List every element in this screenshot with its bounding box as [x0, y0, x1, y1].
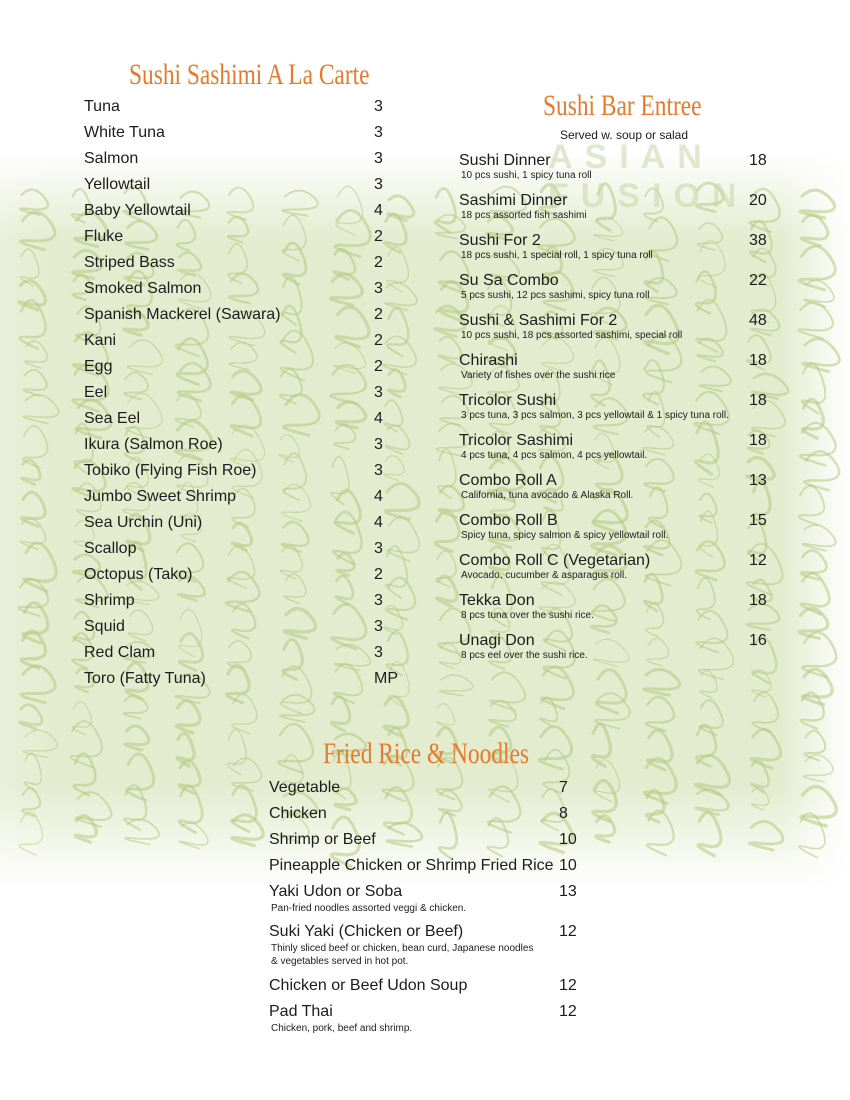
entree-item-name: Combo Roll B [459, 512, 558, 529]
menu-item-price: 2 [374, 306, 383, 323]
entree-item-price: 15 [749, 512, 767, 529]
entree-item-name: Tekka Don [459, 592, 535, 609]
entree-item-price: 16 [749, 632, 767, 649]
menu-item-price: 3 [374, 98, 383, 115]
noodles-title: Fried Rice & Noodles [323, 737, 530, 770]
entree-item [459, 551, 779, 591]
menu-item [84, 459, 404, 485]
noodle-item-name: Suki Yaki (Chicken or Beef) [269, 923, 464, 940]
entree-item-description: Avocado, cucumber & asparagus roll. [461, 570, 628, 581]
noodle-item-name: Chicken [269, 805, 327, 822]
menu-item-name: Baby Yellowtail [84, 202, 191, 219]
menu-item-name: Tuna [84, 98, 120, 115]
entree-item-price: 18 [749, 152, 767, 169]
menu-item [84, 303, 404, 329]
entree-item [459, 391, 779, 431]
menu-item-price: 3 [374, 150, 383, 167]
menu-item-price: 2 [374, 358, 383, 375]
noodle-item-name: Vegetable [269, 779, 341, 796]
entree-item-price: 18 [749, 392, 767, 409]
watermark-text: ASIAN FUSION [548, 138, 749, 215]
entree-item-description: Variety of fishes over the sushi rice [461, 370, 616, 381]
entree-item-name: Sushi & Sashimi For 2 [459, 312, 618, 329]
menu-item-price: 4 [374, 514, 383, 531]
entree-subtitle: Served w. soup or salad [559, 128, 689, 142]
entree-item-description: Spicy tuna, spicy salmon & spicy yellowtail roll. [461, 530, 669, 541]
menu-item-price: 4 [374, 410, 383, 427]
noodle-item-description: Thinly sliced beef or chicken, bean curd, Japanese noodles & vegetables served in hot pot. [271, 943, 534, 967]
entree-item [459, 271, 779, 311]
menu-item [84, 563, 404, 589]
menu-item [84, 381, 404, 407]
noodle-item [269, 856, 589, 882]
noodle-item-price: 12 [559, 1003, 577, 1020]
entree-title: Sushi Bar Entree [543, 89, 702, 122]
menu-item-price: 3 [374, 462, 383, 479]
entree-item-description: 18 pcs sushi, 1 special roll, 1 spicy tuna roll [461, 250, 653, 261]
noodle-item-description: Pan-fried noodles assorted veggi & chicken. [271, 903, 467, 914]
noodle-item-price: 8 [559, 805, 568, 822]
menu-item [84, 641, 404, 667]
entree-item-name: Unagi Don [459, 632, 535, 649]
menu-item-price: 3 [374, 540, 383, 557]
entree-item [459, 191, 779, 231]
noodle-item-price: 12 [559, 977, 577, 994]
entree-item-description: 3 pcs tuna, 3 pcs salmon, 3 pcs yellowtail & 1 spicy tuna roll. [461, 410, 729, 421]
menu-item [84, 199, 404, 225]
entree-item-name: Sushi For 2 [459, 232, 541, 249]
menu-item-price: 2 [374, 228, 383, 245]
menu-item-name: Squid [84, 618, 125, 635]
noodle-item [269, 1002, 589, 1032]
entree-item-description: 10 pcs sushi, 18 pcs assorted sashimi, special roll [461, 330, 683, 341]
noodle-item-price: 13 [559, 883, 577, 900]
entree-item [459, 511, 779, 551]
entree-item-price: 22 [749, 272, 767, 289]
menu-item-name: Tobiko (Flying Fish Roe) [84, 462, 257, 479]
noodle-item [269, 830, 589, 856]
menu-item [84, 147, 404, 173]
noodle-item [269, 976, 589, 1002]
menu-item-price: 3 [374, 124, 383, 141]
menu-item [84, 511, 404, 537]
entree-item-name: Combo Roll C (Vegetarian) [459, 552, 651, 569]
menu-item [84, 433, 404, 459]
menu-item [84, 537, 404, 563]
noodle-item-price: 10 [559, 857, 577, 874]
noodle-item-price: 7 [559, 779, 568, 796]
menu-item-name: Smoked Salmon [84, 280, 202, 297]
menu-item-name: White Tuna [84, 124, 165, 141]
entree-item-name: Tricolor Sashimi [459, 432, 574, 449]
entree-item-price: 18 [749, 432, 767, 449]
entree-item-price: 48 [749, 312, 767, 329]
menu-item-price: 4 [374, 488, 383, 505]
noodle-item-description: Chicken, pork, beef and shrimp. [271, 1023, 413, 1034]
menu-item [84, 615, 404, 641]
entree-item-name: Tricolor Sushi [459, 392, 557, 409]
menu-item-price: 3 [374, 176, 383, 193]
menu-item-price: 3 [374, 618, 383, 635]
menu-item-name: Octopus (Tako) [84, 566, 193, 583]
noodles-list [269, 778, 589, 1032]
entree-item [459, 351, 779, 391]
menu-item [84, 589, 404, 615]
menu-item-name: Shrimp [84, 592, 135, 609]
entree-item-description: 5 pcs sushi, 12 pcs sashimi, spicy tuna roll [461, 290, 650, 301]
menu-item-name: Kani [84, 332, 117, 349]
noodle-item [269, 882, 589, 922]
entree-item [459, 311, 779, 351]
entree-item-name: Sushi Dinner [459, 152, 551, 169]
entree-item-price: 13 [749, 472, 767, 489]
menu-item-name: Sea Urchin (Uni) [84, 514, 203, 531]
noodle-item-name: Pineapple Chicken or Shrimp Fried Rice [269, 857, 554, 874]
noodle-item-name: Pad Thai [269, 1003, 333, 1020]
entree-item-name: Combo Roll A [459, 472, 557, 489]
entree-item [459, 471, 779, 511]
menu-item [84, 355, 404, 381]
entree-item-description: 10 pcs sushi, 1 spicy tuna roll [461, 170, 592, 181]
menu-item [84, 407, 404, 433]
entree-item-description: 8 pcs eel over the sushi rice. [461, 650, 588, 661]
menu-item-name: Yellowtail [84, 176, 151, 193]
entree-item-description: 4 pcs tuna, 4 pcs salmon, 4 pcs yellowtail. [461, 450, 648, 461]
menu-item-price: MP [374, 670, 398, 687]
menu-item-price: 3 [374, 592, 383, 609]
noodle-item-price: 10 [559, 831, 577, 848]
entree-item [459, 151, 779, 191]
menu-item [84, 173, 404, 199]
entree-item-price: 18 [749, 352, 767, 369]
entree-item-description: California, tuna avocado & Alaska Roll. [461, 490, 634, 501]
entree-item-price: 20 [749, 192, 767, 209]
entree-item-description: 8 pcs tuna over the sushi rice. [461, 610, 594, 621]
entree-list [459, 151, 779, 671]
menu-item [84, 485, 404, 511]
noodle-item [269, 778, 589, 804]
entree-item-price: 38 [749, 232, 767, 249]
menu-item-name: Eel [84, 384, 108, 401]
menu-item-name: Scallop [84, 540, 137, 557]
menu-item-price: 3 [374, 280, 383, 297]
menu-item-name: Salmon [84, 150, 139, 167]
entree-item-description: 18 pcs assorted fish sashimi [461, 210, 587, 221]
menu-item-name: Egg [84, 358, 113, 375]
menu-item-price: 2 [374, 332, 383, 349]
menu-item-name: Ikura (Salmon Roe) [84, 436, 223, 453]
menu-item-price: 2 [374, 254, 383, 271]
menu-item [84, 667, 404, 693]
menu-item-name: Fluke [84, 228, 124, 245]
noodle-item [269, 804, 589, 830]
menu-item-name: Jumbo Sweet Shrimp [84, 488, 237, 505]
entree-item [459, 591, 779, 631]
noodle-item-name: Shrimp or Beef [269, 831, 376, 848]
menu-item [84, 329, 404, 355]
noodle-item-name: Chicken or Beef Udon Soup [269, 977, 468, 994]
menu-item-name: Toro (Fatty Tuna) [84, 670, 206, 687]
entree-item-name: Su Sa Combo [459, 272, 559, 289]
a-la-carte-title: Sushi Sashimi A La Carte [129, 58, 370, 91]
a-la-carte-list [84, 95, 404, 693]
noodle-item [269, 922, 589, 976]
menu-item [84, 95, 404, 121]
entree-item-price: 12 [749, 552, 767, 569]
noodle-item-name: Yaki Udon or Soba [269, 883, 403, 900]
entree-item-name: Sashimi Dinner [459, 192, 568, 209]
menu-item-name: Red Clam [84, 644, 156, 661]
menu-item-price: 3 [374, 644, 383, 661]
entree-item-name: Chirashi [459, 352, 518, 369]
menu-item-name: Spanish Mackerel (Sawara) [84, 306, 281, 323]
entree-item [459, 631, 779, 671]
noodle-item-price: 12 [559, 923, 577, 940]
entree-item [459, 231, 779, 271]
menu-item [84, 225, 404, 251]
menu-item [84, 277, 404, 303]
entree-item-price: 18 [749, 592, 767, 609]
menu-item-price: 3 [374, 384, 383, 401]
menu-item-name: Sea Eel [84, 410, 141, 427]
menu-item [84, 251, 404, 277]
entree-item [459, 431, 779, 471]
menu-item [84, 121, 404, 147]
menu-item-name: Striped Bass [84, 254, 175, 271]
menu-item-price: 2 [374, 566, 383, 583]
menu-item-price: 4 [374, 202, 383, 219]
menu-item-price: 3 [374, 436, 383, 453]
